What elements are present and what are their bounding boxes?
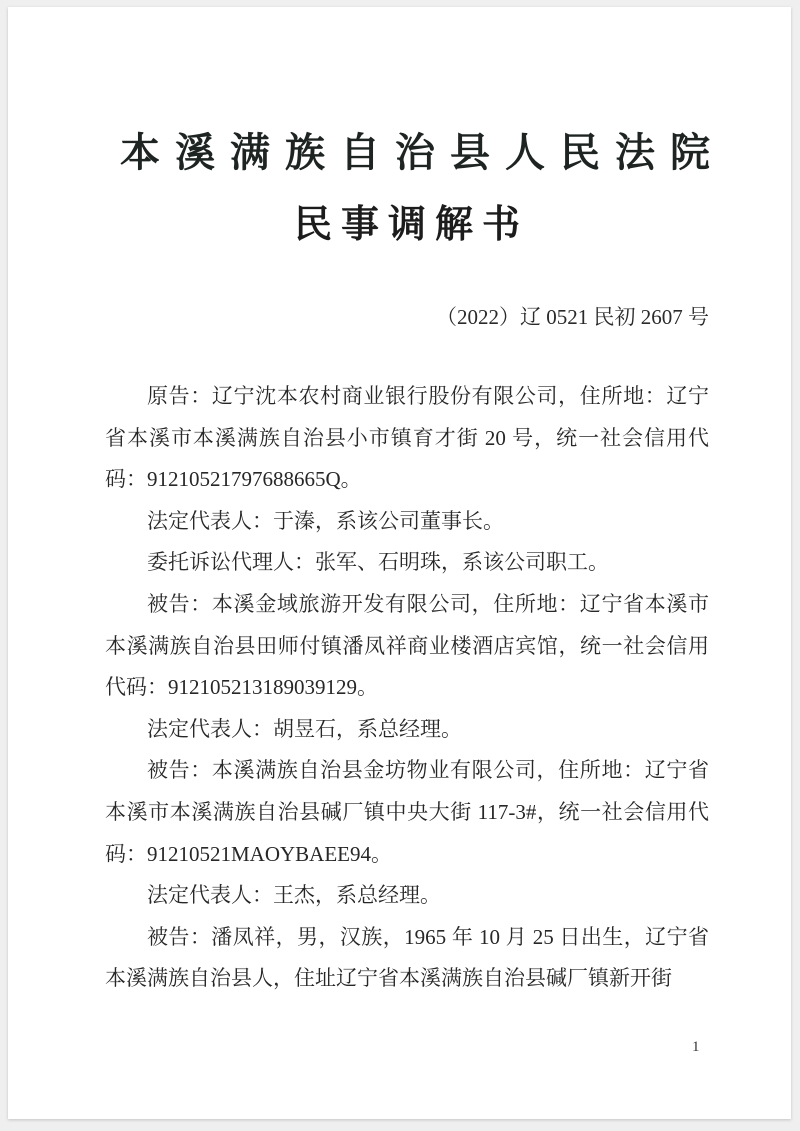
document-body (105, 376, 709, 1000)
defendant2-paragraph: 被告：本溪满族自治县金坊物业有限公司，住所地：辽宁省本溪市本溪满族自治县碱厂镇中央大街 117-3#，统一社会信用代码：91210521MAOYBAEE94。 (105, 758, 709, 866)
page-number: 1 (692, 1039, 700, 1055)
defendant3-paragraph: 被告：潘凤祥，男，汉族，1965 年 10 月 25 日出生，辽宁省本溪满族自治县人，住址辽宁省本溪满族自治县碱厂镇新开街 (105, 924, 709, 991)
defendant1-paragraph: 被告：本溪金域旅游开发有限公司，住所地：辽宁省本溪市本溪满族自治县田师付镇潘凤祥商业楼酒店宾馆，统一社会信用代码：912105213189039129。 (105, 591, 709, 700)
case-number: （2022）辽 0521 民初 2607 号 (436, 305, 709, 329)
document-type-title: 民事调解书 (293, 204, 529, 246)
defendant2-legal-representative-paragraph: 法定代表人：王杰，系总经理。 (147, 883, 441, 908)
document-page (8, 7, 791, 1119)
defendant1-legal-representative-paragraph: 法定代表人：胡昱石，系总经理。 (147, 716, 462, 741)
document-content (8, 130, 791, 1000)
plaintiff-legal-representative-paragraph: 法定代表人：于溱，系该公司董事长。 (147, 508, 504, 533)
plaintiff-paragraph: 原告：辽宁沈本农村商业银行股份有限公司，住所地：辽宁省本溪市本溪满族自治县小市镇育才街 20 号，统一社会信用代码：91210521797688665Q。 (105, 384, 709, 492)
plaintiff-litigation-agent-paragraph: 委托诉讼代理人：张军、石明珠，系该公司职工。 (147, 550, 609, 575)
court-name-title: 本溪满族自治县人民法院 (120, 130, 725, 175)
